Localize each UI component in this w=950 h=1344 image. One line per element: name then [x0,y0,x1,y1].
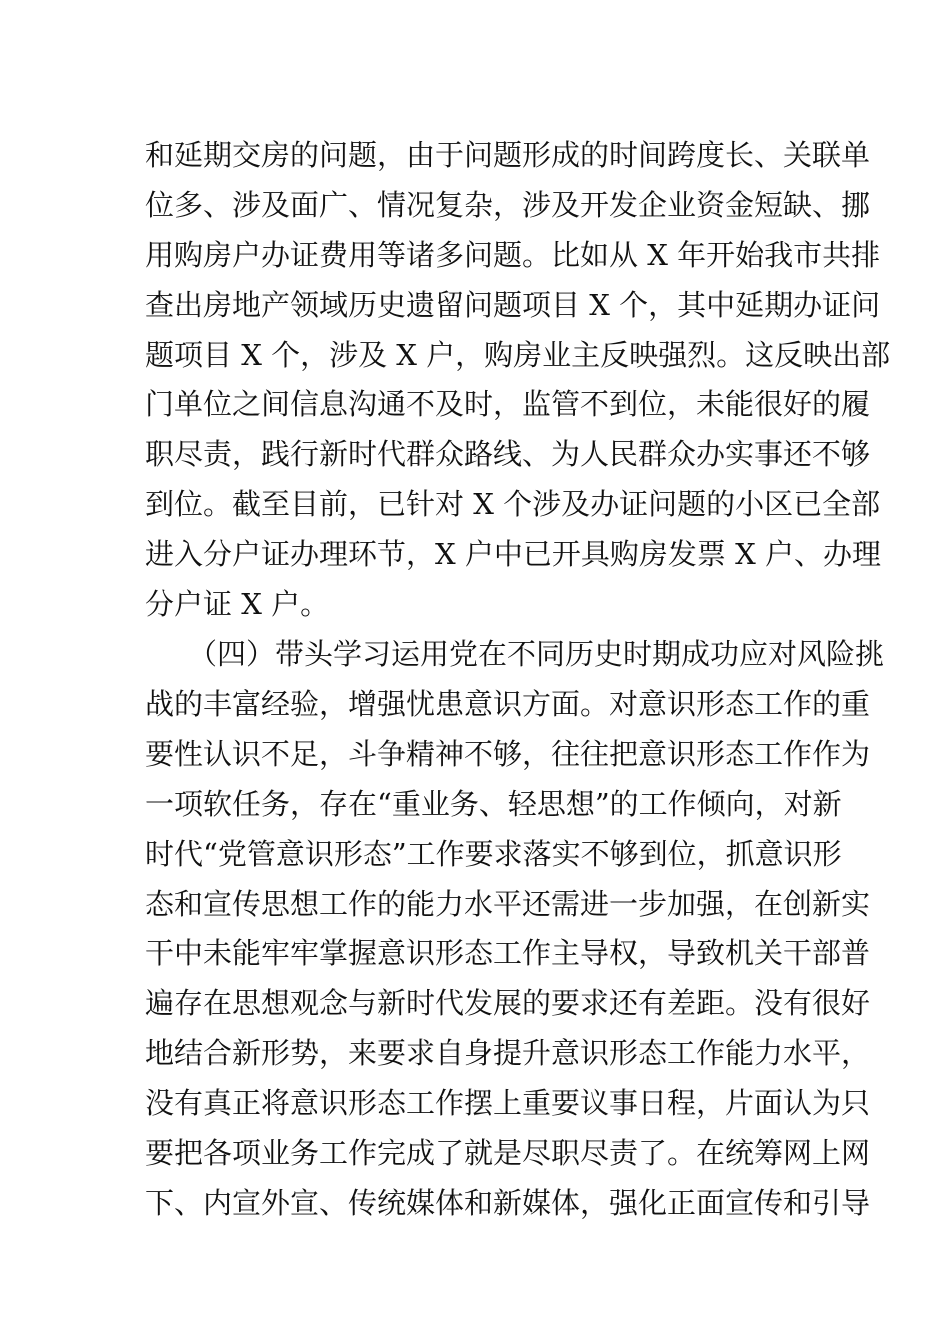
text-line: 没有真正将意识形态工作摆上重要议事日程，片面认为只 [145,1086,871,1120]
text-line: 和延期交房的问题，由于问题形成的时间跨度长、关联单 [145,138,871,172]
text-line: 用购房户办证费用等诸多问题。比如从 X 年开始我市共排 [145,238,881,272]
text-line: 职尽责，践行新时代群众路线、为人民群众办实事还不够 [145,437,871,471]
text-line: 进入分户证办理环节，X 户中已开具购房发票 X 户、办理 [145,537,881,571]
text-line: 下、内宣外宣、传统媒体和新媒体，强化正面宣传和引导 [145,1186,871,1220]
text-line: 干中未能牢牢掌握意识形态工作主导权，导致机关干部普 [145,936,871,970]
section-heading-line: （四）带头学习运用党在不同历史时期成功应对风险挑 [188,637,885,671]
text-line: 查出房地产领域历史遗留问题项目 X 个，其中延期办证问 [145,288,881,322]
text-line: 位多、涉及面广、情况复杂，涉及开发企业资金短缺、挪 [145,188,871,222]
text-line: 时代“党管意识形态”工作要求落实不够到位，抓意识形 [145,837,842,871]
text-line: 要性认识不足，斗争精神不够，往往把意识形态工作作为 [145,737,871,771]
text-line: 分户证 X 户。 [145,587,330,621]
text-line: 到位。截至目前，已针对 X 个涉及办证问题的小区已全部 [145,487,881,521]
text-line: 地结合新形势，来要求自身提升意识形态工作能力水平， [145,1036,871,1070]
text-line: 门单位之间信息沟通不及时，监管不到位，未能很好的履 [145,387,871,421]
text-line: 要把各项业务工作完成了就是尽职尽责了。在统筹网上网 [145,1136,871,1170]
text-line: 题项目 X 个，涉及 X 户，购房业主反映强烈。这反映出部 [145,338,891,372]
text-line: 态和宣传思想工作的能力水平还需进一步加强，在创新实 [145,887,871,921]
text-line: 一项软任务，存在“重业务、轻思想”的工作倾向，对新 [145,787,842,821]
text-line: 遍存在思想观念与新时代发展的要求还有差距。没有很好 [145,986,871,1020]
text-line: 战的丰富经验，增强忧患意识方面。对意识形态工作的重 [145,687,871,721]
